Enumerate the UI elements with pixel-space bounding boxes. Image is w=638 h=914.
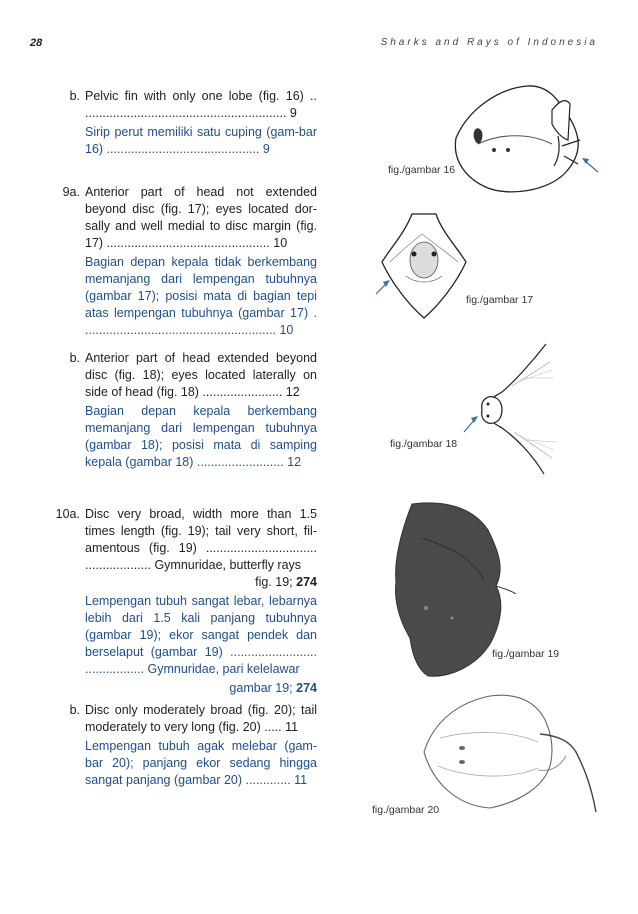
entry-fig-ref-id	[85, 680, 317, 697]
entry-fig-ref-en	[85, 574, 317, 591]
entry-label: 10a.	[55, 507, 80, 521]
entry-text-id: Lempengan tubuh agak melebar (gam-bar 20); panjang ekor sedang hingga sangat panjang (gambar 20) ............. 11	[85, 739, 317, 787]
page-ref: 274	[296, 575, 317, 589]
figure-20-caption: fig./gambar 20	[372, 804, 440, 816]
entry-text-en: Anterior part of head extended beyond disc (fig. 18); eyes located laterally on side of head (fig. 18) ....................... 12	[85, 351, 317, 399]
figure-18-ray-head	[462, 342, 558, 476]
fig-ref: fig. 19;	[255, 575, 293, 589]
entry-label: b.	[69, 351, 80, 365]
entry-text-en: Anterior part of head not extended beyond disc (fig. 17); eyes located dor-sally and well medial to disc margin (fig. 17) ............................................... 10	[85, 185, 317, 250]
key-entry-10a	[30, 506, 320, 697]
entry-text-id: Bagian depan kepala tidak berkembang memanjang dari lempengan tubuhnya (gambar 17); posisi mata di bagian tepi atas lempengan tubuhnya (gambar 17) . ....................................................... 10	[85, 255, 317, 337]
figure-17-caption: fig./gambar 17	[466, 294, 534, 306]
fig-ref: gambar 19;	[229, 681, 293, 695]
key-entry-10b	[30, 702, 320, 789]
running-title: Sharks and Rays of Indonesia	[380, 37, 598, 48]
key-entry-9b	[30, 350, 320, 471]
figure-19-caption: fig./gambar 19	[492, 648, 560, 660]
entry-label: b.	[69, 89, 80, 103]
page-ref: 274	[296, 681, 317, 695]
entry-text-en: Pelvic fin with only one lobe (fig. 16) .. .......................................................... 9	[85, 89, 317, 120]
entry-text-id: Lempengan tubuh sangat lebar, lebarnya lebih dari 1.5 kali panjang tubuhnya (gambar 19); ekor sangat pendek dan berselaput (gambar 19) ......................... ................. Gymnuridae, pari kelelawar	[85, 594, 317, 676]
page-number: 28	[30, 37, 43, 49]
entry-text-id: Sirip perut memiliki satu cuping (gam-bar 16) ............................................ 9	[85, 125, 317, 156]
entry-text-en: Disc very broad, width more than 1.5 times length (fig. 19); tail very short, fil-amentous (fig. 19) ................................ ................... Gymnuridae, butterfly rays	[85, 507, 317, 572]
figure-20-stingray	[420, 690, 598, 814]
figure-16-ray-ventral	[448, 80, 608, 200]
figure-16-caption: fig./gambar 16	[388, 164, 456, 176]
figure-17-ray-dorsal	[376, 206, 472, 320]
figure-18-caption: fig./gambar 18	[390, 438, 458, 450]
entry-label: 9a.	[62, 185, 80, 199]
entry-label: b.	[69, 703, 80, 717]
key-entry-9a	[30, 184, 320, 339]
entry-text-en: Disc only moderately broad (fig. 20); tail moderately to very long (fig. 20) ..... 11	[85, 703, 317, 734]
key-entry-8b	[30, 88, 320, 158]
entry-text-id: Bagian depan kepala berkembang memanjang dari lempengan tubuhnya (gambar 18); posisi mata di samping kepala (gambar 18) ......................... 12	[85, 404, 317, 469]
